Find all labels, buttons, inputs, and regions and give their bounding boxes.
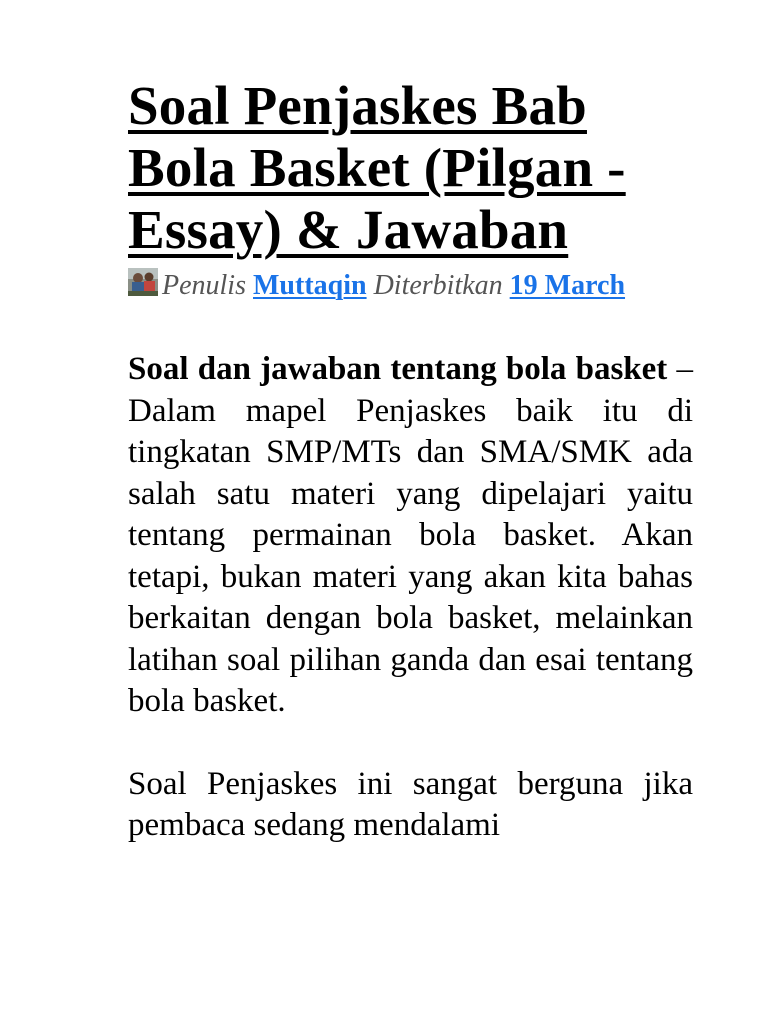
intro-body-text: – Dalam mapel Penjaskes baik itu di tingkatan SMP/MTs dan SMA/SMK ada salah satu materi yang dipelajari yaitu tentang permainan bola basket. Akan tetapi, bukan materi yang akan kita bahas berkaitan dengan bola basket, melainkan latihan soal pilihan ganda dan esai tentang bola basket. xyxy=(128,351,693,719)
article-title: Soal Penjaskes Bab Bola Basket (Pilgan - Essay) & Jawaban xyxy=(128,75,626,260)
second-paragraph-text: Soal Penjaskes ini sangat berguna jika pembaca sedang mendalami xyxy=(128,765,693,843)
intro-paragraph xyxy=(128,349,693,723)
author-link[interactable]: Muttaqin xyxy=(253,270,367,301)
published-label: Diterbitkan xyxy=(373,270,503,301)
article-meta xyxy=(128,267,693,305)
intro-lead-text: Soal dan jawaban tentang bola basket xyxy=(128,351,668,387)
published-date-link[interactable]: 19 March xyxy=(509,270,626,301)
author-label: Penulis xyxy=(162,270,246,301)
author-avatar-icon[interactable] xyxy=(128,268,158,296)
second-paragraph xyxy=(128,764,693,847)
